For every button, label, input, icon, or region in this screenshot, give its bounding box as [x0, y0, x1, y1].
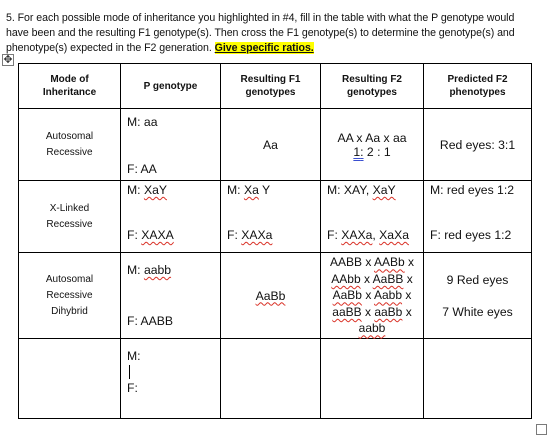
question-body: 5. For each possible mode of inheritance you highlighted in #4, fill in the table with what the P genotype would have been and the resulting F1 genotype(s). Then cross the F1 genotype(s) to determine the genotype(s) and phenotype(s) expected in the F2 generation. [6, 12, 515, 54]
cell-f2-genotypes[interactable]: M: XAY, XaY F: XAXa, XaXa [321, 181, 424, 253]
cell-f2-phenotypes[interactable]: 9 Red eyes 7 White eyes [424, 253, 532, 339]
header-row [19, 64, 532, 109]
header-f1-genotypes: Resulting F1 genotypes [221, 64, 321, 109]
cell-f1-genotypes[interactable]: M: Xa Y F: XAXa [221, 181, 321, 253]
cell-p-genotype[interactable]: M: aabb F: AABB [121, 253, 221, 339]
cell-f2-phenotypes[interactable]: M: red eyes 1:2 F: red eyes 1:2 [424, 181, 532, 253]
cell-mode[interactable]: Autosomal Recessive Dihybrid [19, 253, 121, 339]
header-f2-phenotypes: Predicted F2 phenotypes [424, 64, 532, 109]
cell-f2-genotypes[interactable] [321, 339, 424, 419]
cell-p-genotype[interactable]: M: aa F: AA [121, 109, 221, 181]
cell-f1-genotypes[interactable]: AaBb [221, 253, 321, 339]
cell-f2-phenotypes[interactable] [424, 339, 532, 419]
text-cursor [129, 365, 130, 379]
cell-f2-phenotypes[interactable]: Red eyes: 3:1 [424, 109, 532, 181]
question-text [6, 11, 536, 56]
cell-mode[interactable]: Autosomal Recessive [19, 109, 121, 181]
header-mode: Mode of Inheritance [19, 64, 121, 109]
cell-mode[interactable]: X-Linked Recessive [19, 181, 121, 253]
question-highlight: Give specific ratios. [214, 42, 314, 54]
cell-f2-genotypes[interactable]: AA x Aa x aa 1: 2 : 1 [321, 109, 424, 181]
cell-f1-genotypes[interactable]: Aa [221, 109, 321, 181]
table-row [19, 339, 532, 419]
cell-p-genotype[interactable]: M: F: [121, 339, 221, 419]
table-resize-handle-icon[interactable] [536, 424, 547, 435]
cell-f2-genotypes[interactable]: AABB x AABb x AAbb x AaBB x AaBb x Aabb x aaBB x aaBb x aabb [321, 253, 424, 339]
table-row [19, 181, 532, 253]
table-move-handle-icon[interactable]: ✥ [3, 54, 13, 66]
table-row [19, 253, 532, 339]
cell-mode[interactable] [19, 339, 121, 419]
header-p-genotype: P genotype [121, 64, 221, 109]
cell-p-genotype[interactable]: M: XaY F: XAXA [121, 181, 221, 253]
inheritance-table [18, 63, 532, 419]
table-row [19, 109, 532, 181]
cell-f1-genotypes[interactable] [221, 339, 321, 419]
header-f2-genotypes: Resulting F2 genotypes [321, 64, 424, 109]
